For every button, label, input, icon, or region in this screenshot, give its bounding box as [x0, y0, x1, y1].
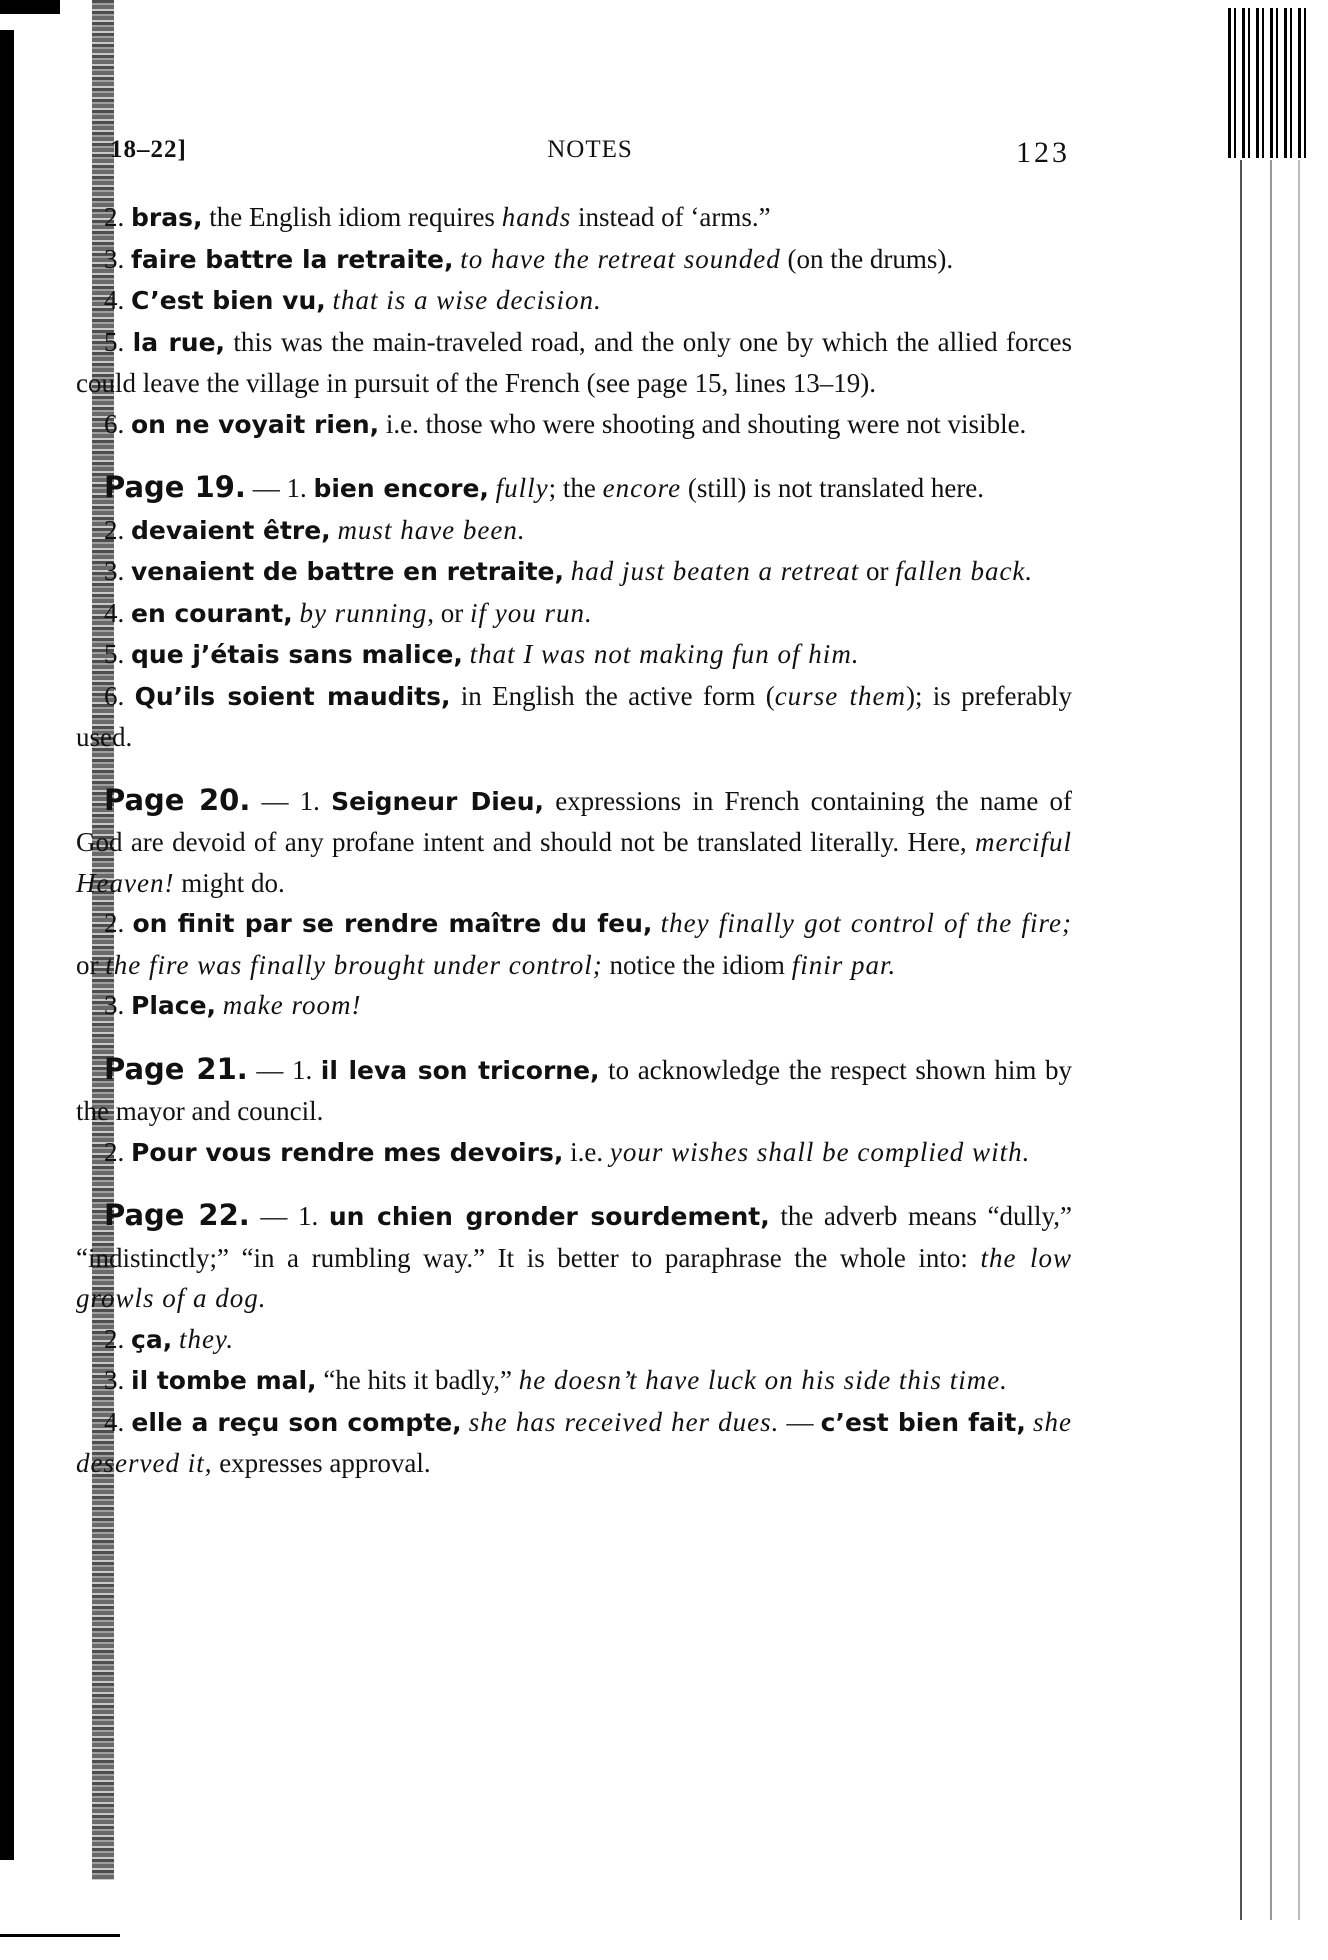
page-heading: Page 19.	[104, 470, 246, 504]
note: 3. Place, make room!	[104, 990, 362, 1020]
scan-bottom-edge	[0, 1934, 120, 1937]
note: Page 22. — 1. un chien gronder sourdement, the adverb means “dully,” “indistinctly;” “in a rumbling way.” It is better to paraphrase the whole into: the low growls of a dog.	[76, 1198, 1073, 1313]
note: 3. faire battre la retraite, to have the retreat sounded (on the drums).	[104, 243, 954, 274]
note: 5. que j’étais sans malice, that I was not making fun of him.	[104, 639, 860, 669]
note: 2. devaient être, must have been.	[104, 514, 526, 545]
note: Page 21. — 1. il leva son tricorne, to acknowledge the respect shown him by the mayor and council.	[76, 1051, 1073, 1126]
folio-number: 123	[1016, 136, 1070, 169]
page-heading: Page 21.	[104, 1051, 248, 1086]
note: 4. elle a reçu son compte, she has received her dues. — c’est bien fait, she deserved it, expresses approval.	[76, 1406, 1073, 1478]
note: 6. Qu’ils soient maudits, in English the active form (curse them); is preferably used.	[76, 680, 1073, 752]
running-title: NOTES	[547, 136, 633, 163]
note: 6. on ne voyait rien, i.e. those who were shooting and shouting were not visible.	[104, 408, 1027, 439]
note: 4. C’est bien vu, that is a wise decision.	[104, 285, 602, 315]
note: Page 20. — 1. Seigneur Dieu, expressions in French containing the name of God are devoid of any profane intent and should not be translated literally. Here, merciful Heaven! might do.	[76, 782, 1072, 898]
page-heading: Page 22.	[104, 1198, 250, 1232]
page-heading: Page 20.	[104, 782, 251, 817]
note: Page 19. — 1. bien encore, fully; the encore (still) is not translated here.	[104, 470, 985, 504]
note: 3. venaient de battre en retraite, had just beaten a retreat or fallen back.	[104, 556, 1034, 586]
notes-body	[76, 197, 1072, 1484]
page-range: 18–22]	[110, 136, 187, 163]
note: 5. la rue, this was the main-traveled road, and the only one by which the allied forces could leave the village in pursuit of the French (see page 15, lines 13–19).	[76, 326, 1073, 398]
note: 2. on finit par se rendre maître du feu, they finally got control of the fire; or the fire was finally brought under control; notice the idiom finir par.	[76, 908, 1073, 980]
note: 3. il tombe mal, “he hits it badly,” he doesn’t have luck on his side this time.	[104, 1365, 1008, 1395]
running-header	[110, 136, 1070, 176]
note: 2. bras, the English idiom requires hands instead of ‘arms.”	[104, 202, 771, 232]
note: 2. Pour vous rendre mes devoirs, i.e. your wishes shall be complied with.	[104, 1136, 1031, 1167]
note: 2. ça, they.	[104, 1323, 235, 1354]
scan-left-edge	[0, 0, 14, 1960]
note: 4. en courant, by running, or if you run.	[104, 597, 593, 628]
scan-right-edge	[1228, 0, 1328, 1960]
